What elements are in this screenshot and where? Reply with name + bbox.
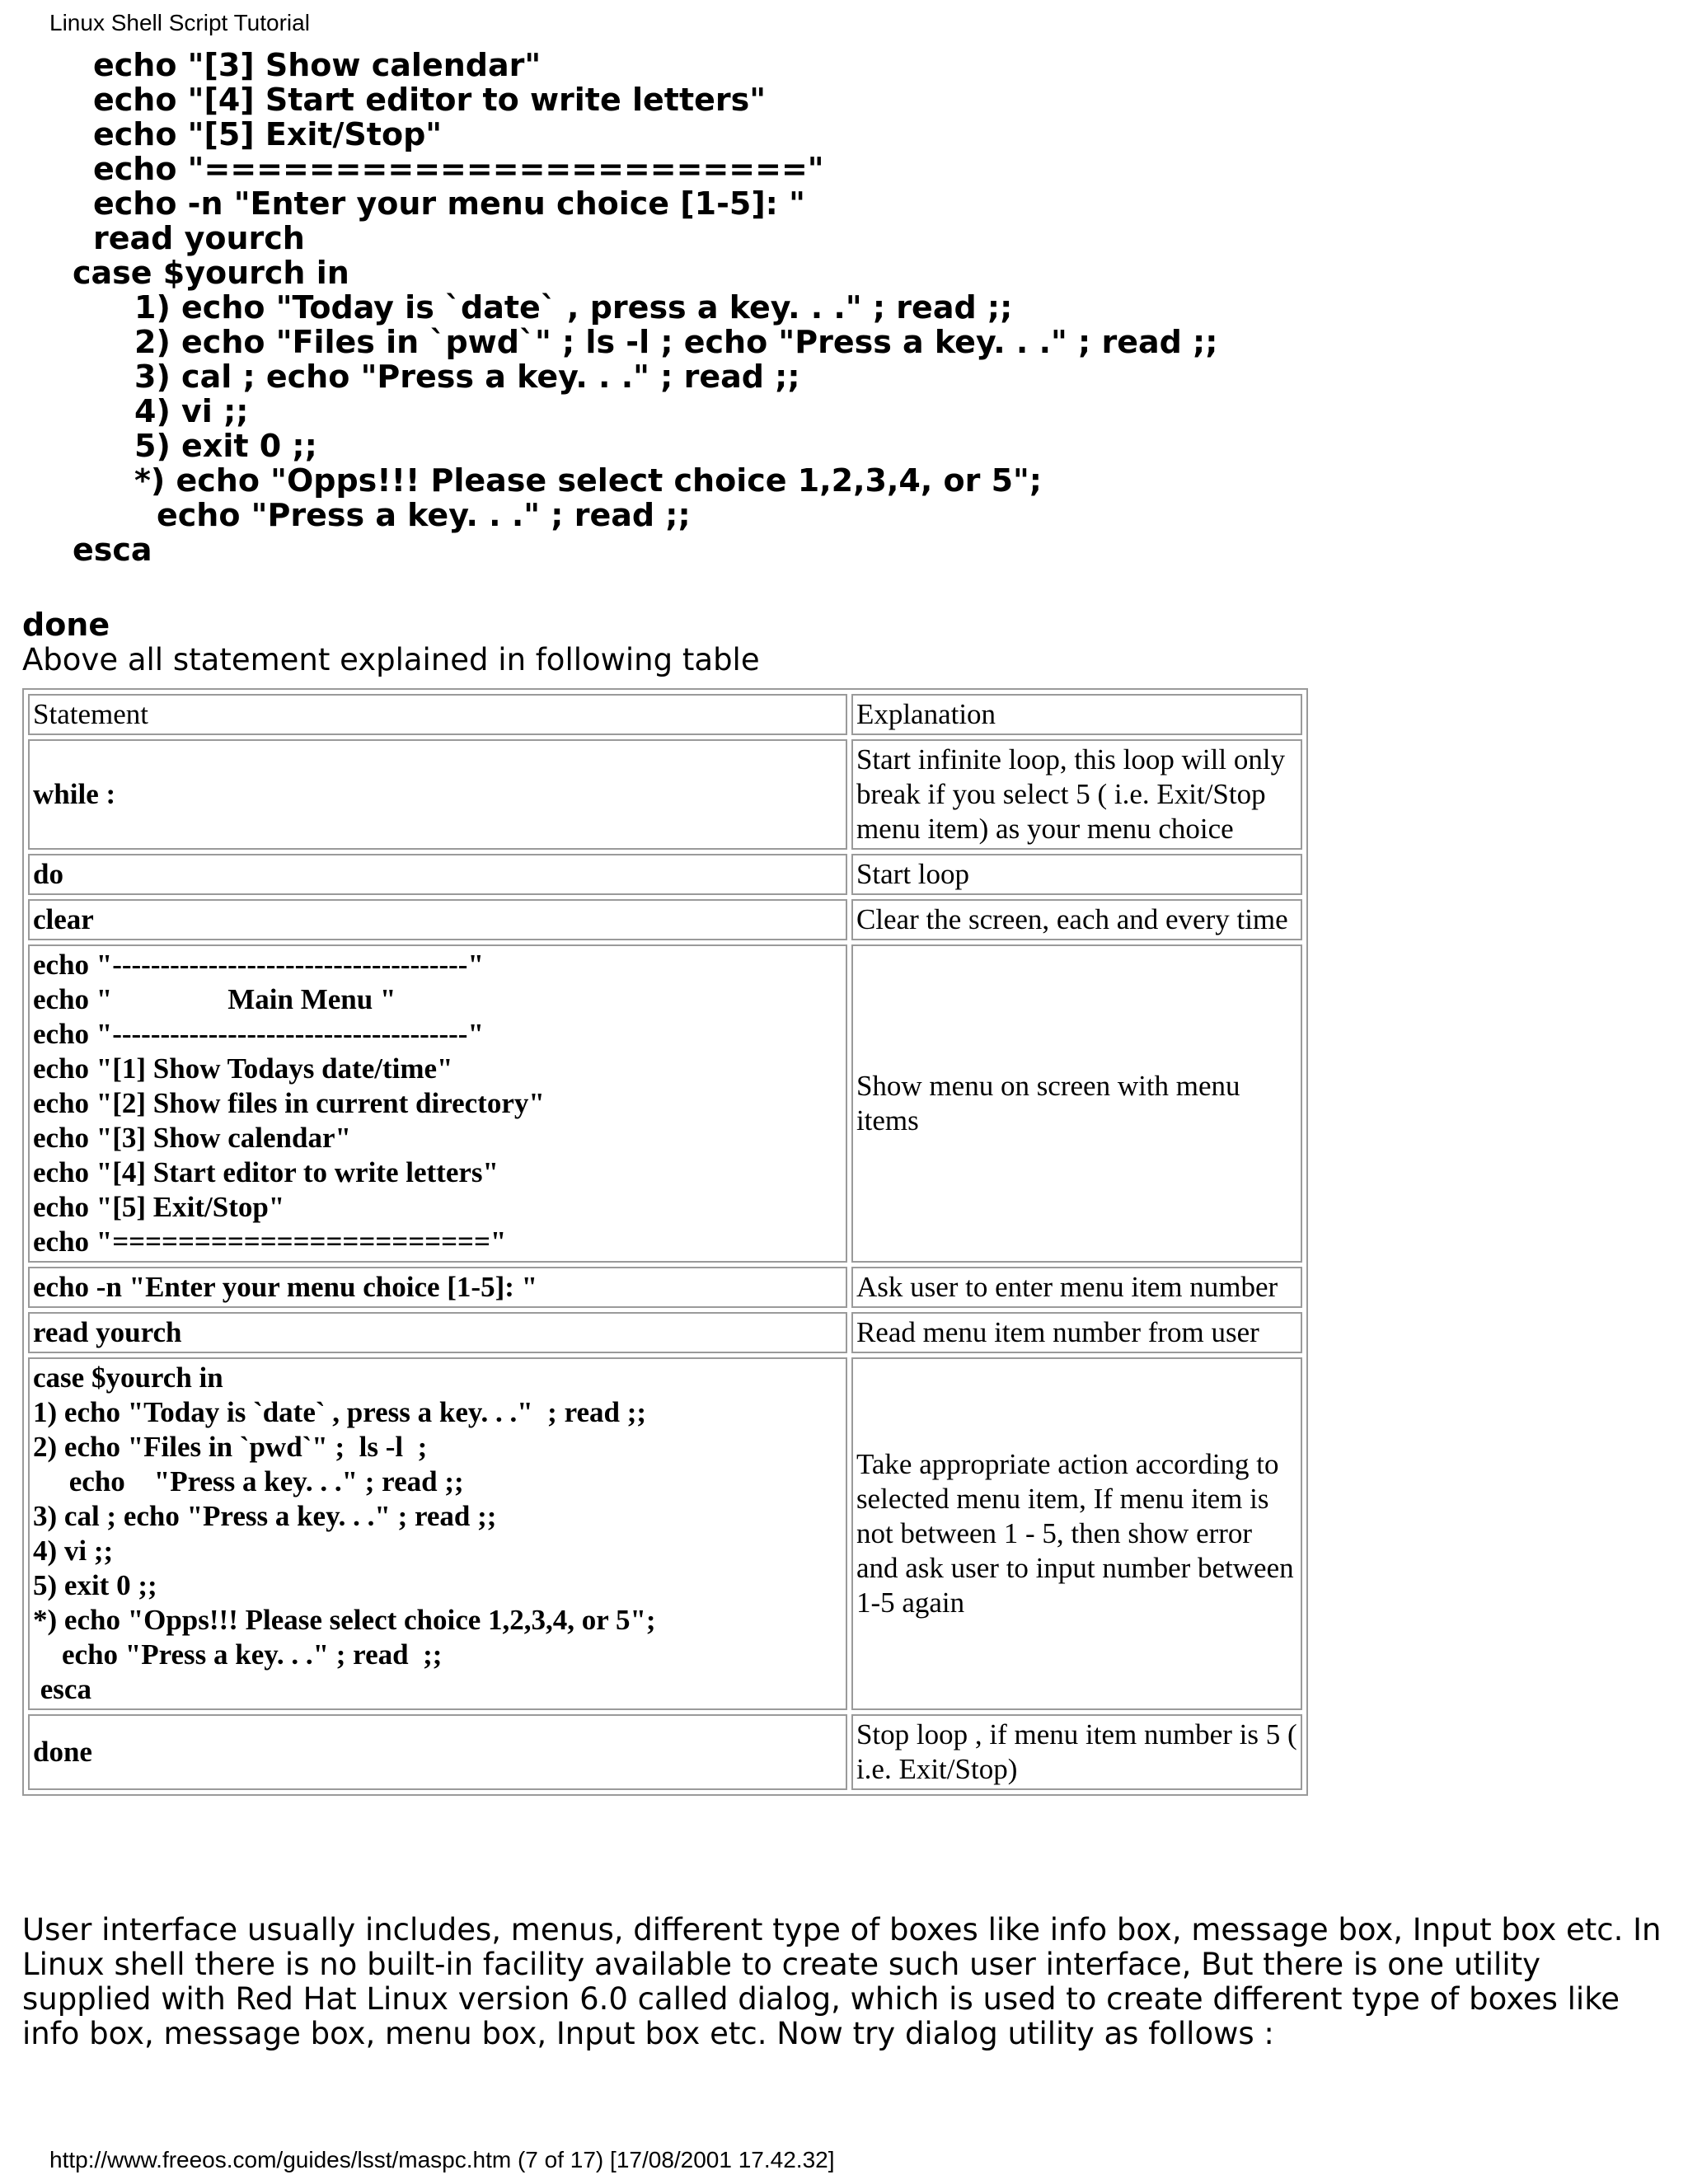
code-line: 5) exit 0 ;;: [134, 428, 317, 464]
code-line: *) echo "Opps!!! Please select choice 1,2,3,4, or 5";: [134, 462, 1042, 499]
done-heading: done: [22, 607, 110, 643]
explanation-cell: Start infinite loop, this loop will only break if you select 5 ( i.e. Exit/Stop menu item) as your menu choice: [851, 739, 1302, 850]
statement-cell: done: [28, 1714, 847, 1790]
statement-cell: clear: [28, 899, 847, 940]
code-line: echo "[5] Exit/Stop": [93, 116, 443, 152]
statement-cell: while :: [28, 739, 847, 850]
statement-cell: echo "-------------------------------------" echo " Main Menu " echo "-------------------------------------" echo "[1] Show Todays date/time" echo "[2] Show files in current directory" echo "[3] Show calendar" echo "[4] Start editor to write letters" echo "[5] Exit/Stop" echo "=======================": [28, 944, 847, 1263]
table-row: [28, 1357, 1302, 1710]
table-row: [28, 944, 1302, 1263]
explanation-cell: Clear the screen, each and every time: [851, 899, 1302, 940]
table-row: [28, 899, 1302, 940]
code-line: echo "=======================": [93, 151, 824, 187]
statement-cell: read yourch: [28, 1312, 847, 1353]
page-header-title: Linux Shell Script Tutorial: [49, 10, 310, 35]
code-line: read yourch: [93, 220, 305, 256]
explanation-cell: Stop loop , if menu item number is 5 ( i.e. Exit/Stop): [851, 1714, 1302, 1790]
column-header-statement: Statement: [28, 694, 847, 735]
code-line: echo "[3] Show calendar": [93, 47, 542, 83]
code-line: echo "[4] Start editor to write letters": [93, 82, 767, 118]
code-line: 1) echo "Today is `date` , press a key. . ." ; read ;;: [134, 289, 1013, 326]
code-line: esca: [73, 532, 152, 568]
table-header-row: [28, 694, 1302, 735]
explanation-cell: Take appropriate action according to selected menu item, If menu item is not between 1 - 5, then show error and ask user to input number between 1-5 again: [851, 1357, 1302, 1710]
code-line: 3) cal ; echo "Press a key. . ." ; read ;;: [134, 359, 800, 395]
explanation-cell: Start loop: [851, 854, 1302, 895]
column-header-explanation: Explanation: [851, 694, 1302, 735]
table-row: [28, 739, 1302, 850]
statement-cell: case $yourch in 1) echo "Today is `date` , press a key. . ." ; read ;; 2) echo "Files in `pwd`" ; ls -l ; echo "Press a key. . ." ; read ;; 3) cal ; echo "Press a key. . ." ; read ;; 4) vi ;; 5) exit 0 ;; *) echo "Opps!!! Please select choice 1,2,3,4, or 5"; echo "Press a key. . ." ; read ;; esca: [28, 1357, 847, 1710]
code-line: 2) echo "Files in `pwd`" ; ls -l ; echo "Press a key. . ." ; read ;;: [134, 324, 1218, 360]
table-row: [28, 1312, 1302, 1353]
body-paragraph: User interface usually includes, menus, different type of boxes like info box, message box, Input box etc. In Linux shell there is no built-in facility available to create such user interface, But there is one utility supplied with Red Hat Linux version 6.0 called dialog, which is used to create different type of boxes like info box, message box, menu box, Input box etc. Now try dialog utility as follows :: [22, 1912, 1662, 2051]
explanation-table: [22, 688, 1308, 1796]
table-row: [28, 1267, 1302, 1308]
code-line: case $yourch in: [73, 255, 349, 291]
table-row: [28, 1714, 1302, 1790]
explanation-cell: Show menu on screen with menu items: [851, 944, 1302, 1263]
explanation-cell: Ask user to enter menu item number: [851, 1267, 1302, 1308]
table-intro-text: Above all statement explained in following table: [22, 642, 760, 677]
code-line: echo -n "Enter your menu choice [1-5]: ": [93, 185, 805, 222]
table-row: [28, 854, 1302, 895]
page-footer-url: http://www.freeos.com/guides/lsst/maspc.htm (7 of 17) [17/08/2001 17.42.32]: [49, 2147, 835, 2172]
statement-cell: do: [28, 854, 847, 895]
code-line: 4) vi ;;: [134, 393, 249, 429]
code-line: echo "Press a key. . ." ; read ;;: [157, 497, 691, 533]
statement-cell: echo -n "Enter your menu choice [1-5]: ": [28, 1267, 847, 1308]
explanation-cell: Read menu item number from user: [851, 1312, 1302, 1353]
